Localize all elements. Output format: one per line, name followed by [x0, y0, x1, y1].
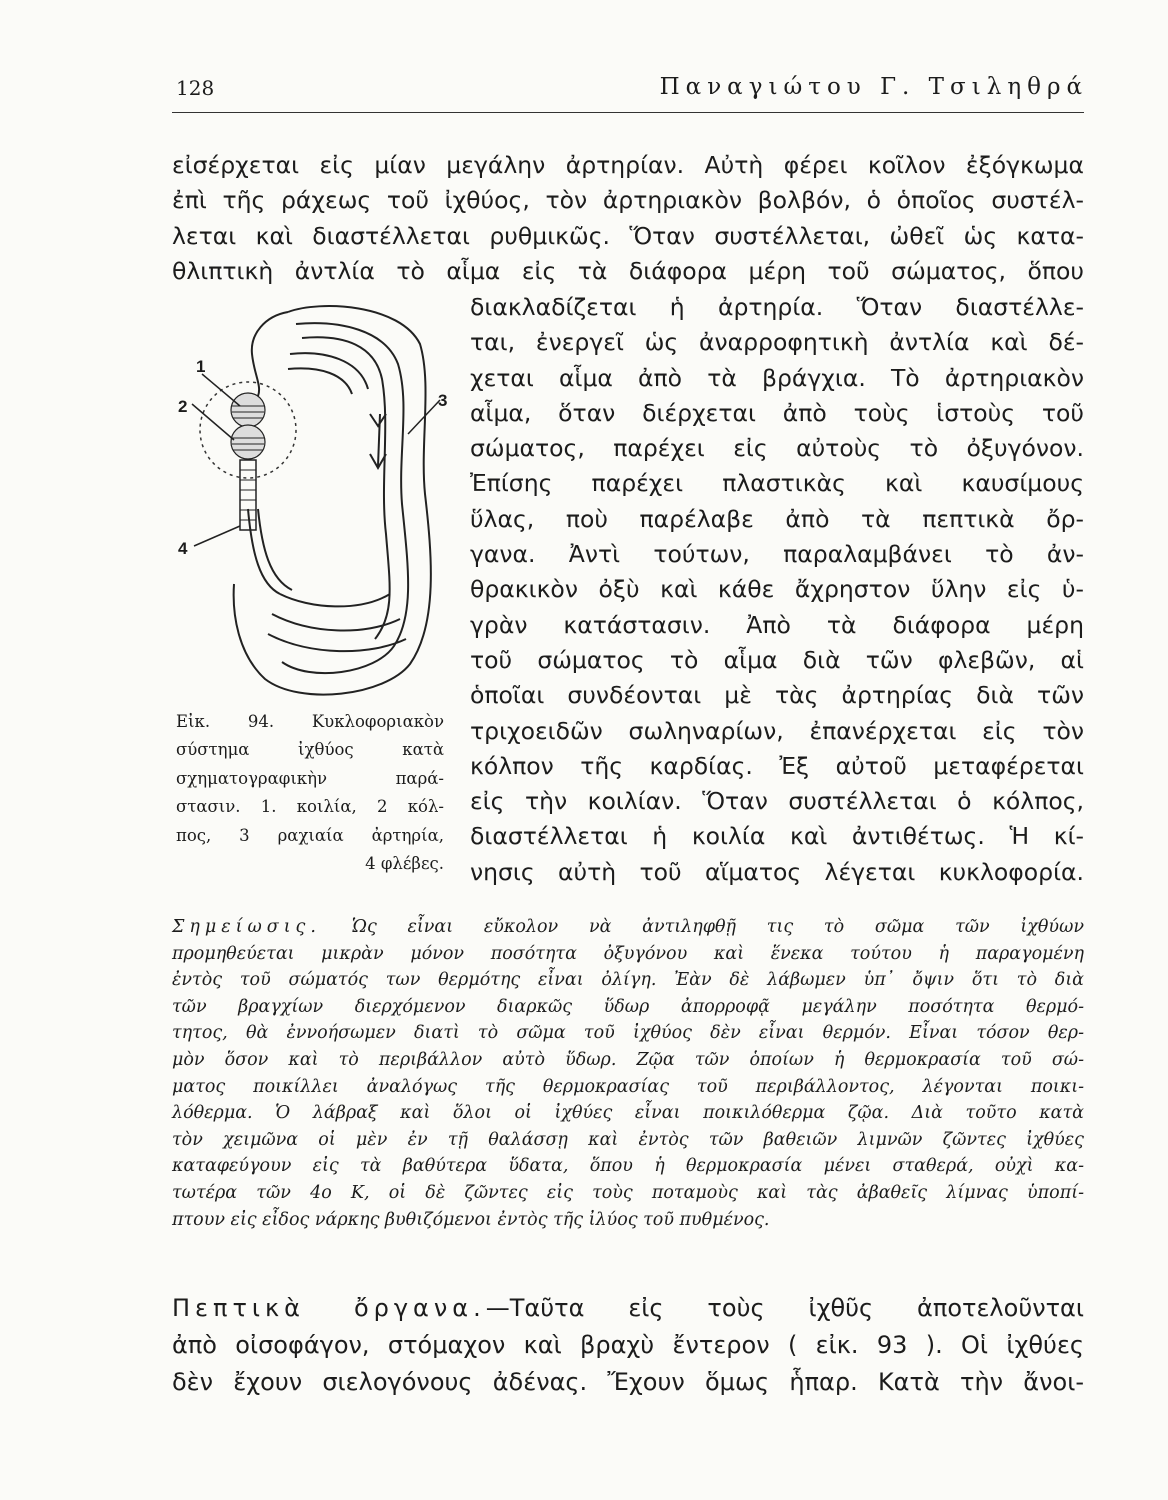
text-line: κόλπον τῆς καρδίας. Ἐξ αὐτοῦ μεταφέρεται: [470, 751, 1084, 780]
note-line: τητος, θὰ ἐννοήσωμεν διατὶ τὸ σῶμα τοῦ ἰχθύος δὲν εἶναι θερμόν. Εἶναι τόσον θερ-: [172, 1023, 1084, 1044]
inner-vessel: [282, 323, 408, 673]
text-line: ἀπὸ οἰσοφάγον, στόμαχον καὶ βραχὺ ἔντερον ( εἰκ. 93 ). Οἱ ἰχθύες: [172, 1331, 1084, 1359]
text-line: θλιπτικὴ ἀντλία τὸ αἷμα εἰς τὰ διάφορα μέρη τοῦ σώματος, ὅπου: [172, 256, 1084, 285]
note-line: προμηθεύεται μικρὰν μόνον ποσότητα ὀξυγόνου καὶ ἕνεκα τούτου ἡ παραγομένη: [172, 943, 1084, 964]
text-line: [172, 1290, 1084, 1327]
text-line: δὲν ἔχουν σιελογόνους ἀδένας. Ἔχουν ὅμως ἧπαρ. Κατὰ τὴν ἄνοι-: [172, 1368, 1084, 1396]
flow-arrow-tail: [370, 414, 386, 426]
text-line: γανα. Ἀντὶ τούτων, παραλαμβάνει τὸ ἀν-: [470, 540, 1084, 569]
figure-label-4: 4: [178, 539, 188, 558]
text-line: λεται καὶ διαστέλλεται ρυθμικῶς. Ὅταν συστέλλεται, ὠθεῖ ὡς κατα-: [172, 221, 1084, 250]
vein-path: [248, 509, 280, 594]
label-2-pointer: [192, 404, 234, 440]
caption-line: σύστημα ἰχθύος κατὰ: [176, 740, 444, 760]
paragraph-side: [470, 290, 1084, 890]
text-line: αἷμα, ὅταν διέρχεται ἀπὸ τοὺς ἱστοὺς τοῦ: [470, 398, 1084, 427]
label-4-pointer: [194, 526, 240, 546]
text-line: εἰς τὴν κοιλίαν. Ὅταν συστέλλεται ὁ κόλπος,: [470, 787, 1084, 816]
text-line: χεται αἷμα ἀπὸ τὰ βράγχια. Τὸ ἀρτηριακὸν: [470, 363, 1084, 392]
paragraph-bottom: [172, 1290, 1084, 1401]
note-line: καταφεύγουν εἰς τὰ βαθύτερα ὕδατα, ὅπου ἡ θερμοκρασία μένει σταθερά, οὐχὶ κα-: [172, 1156, 1084, 1177]
figure-caption: [176, 708, 444, 878]
text-line: τριχοειδῶν σωληναρίων, ἐπανέρχεται εἰς τὸν: [470, 716, 1084, 745]
text-line: ὁποῖαι συνδέονται μὲ τὰς ἀρτηρίας διὰ τῶν: [470, 681, 1084, 710]
note-text: Ὡς εἶναι εὔκολον νὰ ἀντιληφθῇ τις τὸ σῶμα τῶν ἰχθύων: [351, 917, 1084, 937]
caption-line: στασιν. 1. κοιλία, 2 κόλ-: [176, 797, 444, 817]
text-line: ἐπὶ τῆς ράχεως τοῦ ἰχθύος, τὸν ἀρτηριακὸν βολβόν, ὁ ὁποῖος συστέλ-: [172, 186, 1084, 215]
text-line-content: —Ταῦτα εἰς τοὺς ἰχθῦς ἀποτελοῦνται: [485, 1294, 1084, 1322]
running-head: Παναγιώτου Γ. Τσιληθρά: [659, 74, 1088, 100]
gill-arch-left: [252, 312, 288, 396]
text-line: θρακικὸν ὀξὺ καὶ κάθε ἄχρηστον ὕλην εἰς ὑ-: [470, 575, 1084, 604]
lower-loop: [272, 614, 400, 630]
circulatory-system-figure: [170, 294, 460, 706]
note-line: πτουν εἰς εἶδος νάρκης βυθιζόμενοι ἐντὸς τῆς ἰλύος τοῦ πυθμένος.: [172, 1209, 770, 1230]
figure-label-2: 2: [178, 397, 188, 416]
figure-label-3: 3: [438, 391, 448, 410]
note-line: ἐντὸς τοῦ σώματός των θερμότης εἶναι ὀλίγη. Ἐὰν δὲ λάβωμεν ὑπ᾽ ὄψιν ὅτι τὸ διὰ: [172, 970, 1084, 991]
label-1-pointer: [202, 374, 240, 406]
caption-line: πος, 3 ραχιαία ἀρτηρία,: [176, 825, 444, 845]
text-line: Ἐπίσης παρέχει πλαστικὰς καὶ καυσίμους: [470, 469, 1084, 498]
text-line: εἰσέρχεται εἰς μίαν μεγάλην ἀρτηρίαν. Αὐτὴ φέρει κοῖλον ἐξόγκωμα: [172, 151, 1084, 179]
note-line: λόθερμα. Ὁ λάβραξ καὶ ὅλοι οἱ ἰχθύες εἶναι ποικιλόθερμα ζῷα. Διὰ τοῦτο κατὰ: [172, 1103, 1084, 1124]
caption-line: Εἰκ. 94. Κυκλοφοριακὸν: [176, 712, 444, 731]
text-line: ὕλας, ποὺ παρέλαβε ἀπὸ τὰ πεπτικὰ ὄρ-: [470, 504, 1084, 533]
note-line: τωτέρα τῶν 4ο Κ, οἱ δὲ ζῶντες εἰς τοὺς ποταμοὺς καὶ τὰς ἀβαθεῖς λίμνας ὑποπί-: [172, 1182, 1084, 1203]
text-line: ται, ἐνεργεῖ ὡς ἀναρροφητικὴ ἀντλία καὶ δέ-: [470, 328, 1084, 357]
note-line: τὸν χειμῶνα οἱ μὲν ἐν τῇ θαλάσσῃ καὶ ἐντὸς τῶν βαθειῶν λιμνῶν ζῶντες ἰχθύες: [172, 1129, 1084, 1150]
text-line: σώματος, παρέχει εἰς αὐτοὺς τὸ ὀξυγόνον.: [470, 434, 1084, 463]
note-line: ματος ποικίλλει ἀναλόγως τῆς θερμοκρασίας τοῦ περιβάλλοντος, λέγονται ποικι-: [172, 1076, 1084, 1097]
figure-label-1: 1: [196, 357, 206, 376]
gill-line: [290, 353, 368, 389]
paragraph-top: [172, 148, 1084, 289]
text-line: διακλαδίζεται ἡ ἀρτηρία. Ὅταν διαστέλλε-: [470, 293, 1084, 321]
ventricle: [231, 393, 265, 427]
gill-line: [288, 368, 352, 394]
lower-loop: [268, 634, 406, 651]
text-line: τοῦ σώματος τὸ αἷμα διὰ τῶν φλεβῶν, αἱ: [470, 645, 1084, 674]
caption-line: σχηματογραφικὴν παρά-: [176, 768, 444, 788]
page-number: 128: [176, 76, 215, 100]
note-line: τῶν βραγχίων διερχόμενον διαρκῶς ὕδωρ ἀπορροφᾷ μεγάλην ποσότητα θερμό-: [172, 996, 1084, 1017]
text-line: γρὰν κατάστασιν. Ἀπὸ τὰ διάφορα μέρη: [470, 610, 1084, 639]
lower-loop: [280, 594, 390, 606]
note-line: μὸν ὅσον καὶ τὸ περιβάλλον αὐτὸ ὕδωρ. Ζῷα τῶν ὁποίων ἡ θερμοκρασία τοῦ σώ-: [172, 1049, 1084, 1070]
note-block: [172, 914, 1084, 1233]
note-line: [172, 914, 1084, 941]
caption-line: 4 φλέβες.: [365, 854, 444, 874]
text-line: νησις αὐτὴ τοῦ αἵματος λέγεται κυκλοφορία.: [470, 857, 1084, 886]
header-rule: [172, 112, 1084, 113]
section-heading: Πεπτικὰ ὄργανα.: [172, 1294, 486, 1322]
atrium: [231, 425, 265, 459]
note-heading: Σημείωσις.: [172, 917, 321, 937]
text-line: διαστέλλεται ἡ κοιλία καὶ ἀντιθέτως. Ἡ κί-: [470, 822, 1084, 851]
